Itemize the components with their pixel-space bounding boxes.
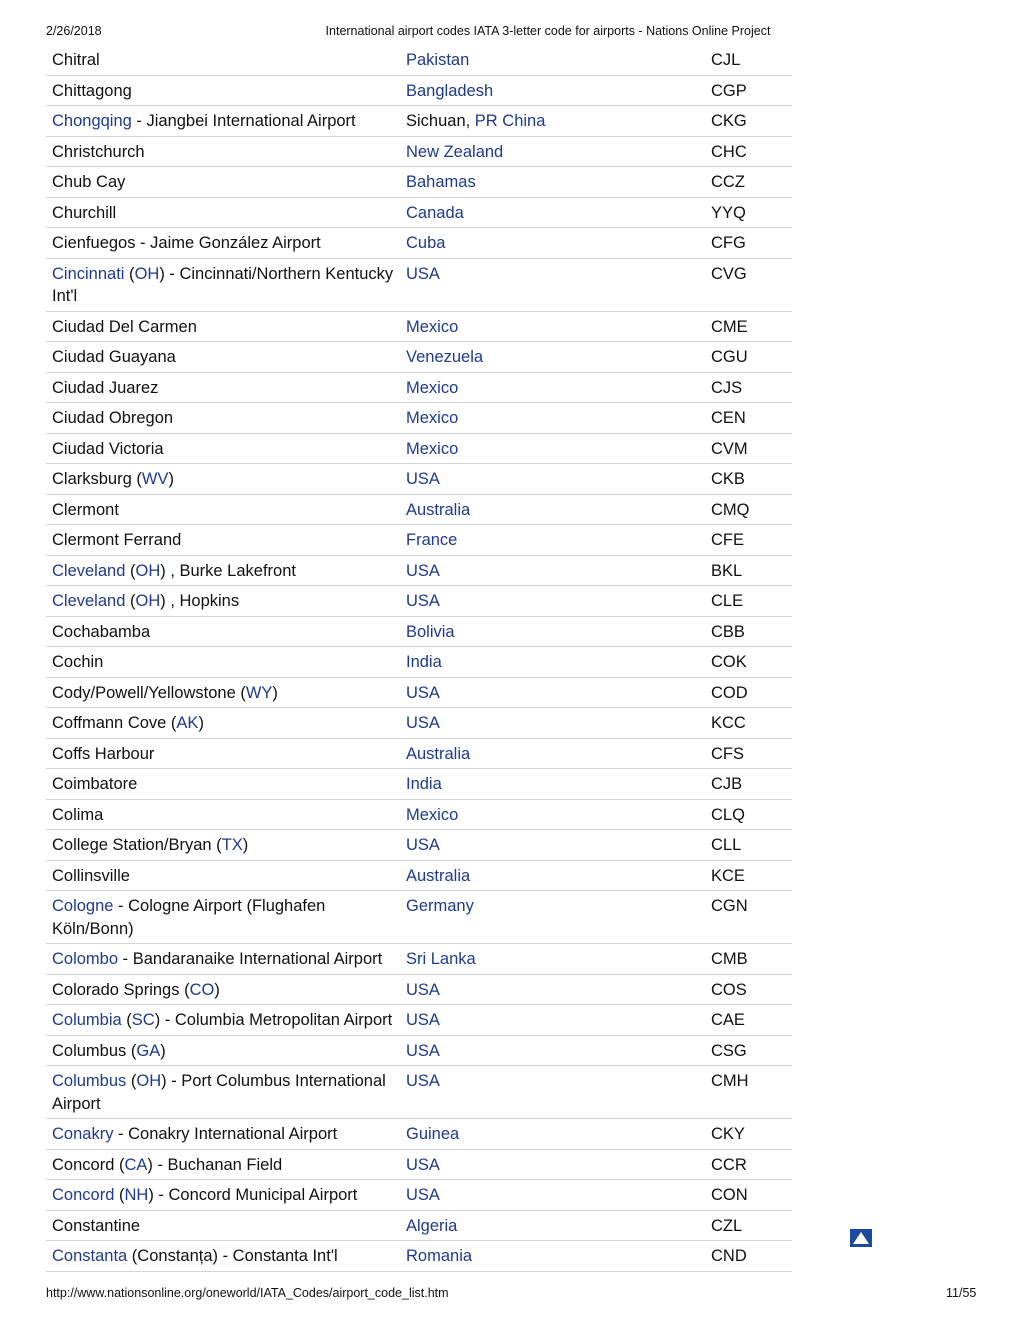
city-cell-text: Constantine xyxy=(52,1216,141,1235)
iata-code-cell: CSG xyxy=(705,1035,792,1066)
table-row xyxy=(46,372,792,403)
table-row xyxy=(46,830,792,861)
iata-code-cell: CVG xyxy=(705,258,792,311)
country-cell-link[interactable]: Bangladesh xyxy=(406,81,494,100)
page-url: http://www.nationsonline.org/oneworld/IATA_Codes/airport_code_list.htm xyxy=(46,1286,449,1300)
country-cell-link[interactable]: USA xyxy=(406,264,440,283)
table-row xyxy=(46,1119,792,1150)
city-cell xyxy=(46,136,400,167)
country-cell xyxy=(400,197,705,228)
city-cell-text: Columbus ( xyxy=(52,1041,137,1060)
iata-code-cell: CMQ xyxy=(705,494,792,525)
table-row xyxy=(46,738,792,769)
table-row xyxy=(46,1149,792,1180)
city-cell-text: ) - Concord Municipal Airport xyxy=(148,1186,358,1204)
iata-code-cell: CND xyxy=(705,1241,792,1272)
country-cell-link[interactable]: Algeria xyxy=(406,1216,458,1235)
city-cell-text: Collinsville xyxy=(52,866,130,885)
country-cell-link[interactable]: USA xyxy=(406,714,440,732)
country-cell-link[interactable]: USA xyxy=(406,1041,440,1060)
city-cell-text: - Conakry International Airport xyxy=(113,1125,338,1143)
city-cell xyxy=(46,1241,400,1272)
country-cell-link[interactable]: USA xyxy=(406,836,440,854)
country-cell xyxy=(400,1119,705,1150)
country-cell-link[interactable]: Germany xyxy=(406,897,474,915)
iata-code-cell: CLL xyxy=(705,830,792,861)
city-cell-link[interactable]: NH xyxy=(124,1186,149,1204)
city-cell xyxy=(46,1035,400,1066)
table-row xyxy=(46,311,792,342)
country-cell xyxy=(400,228,705,259)
iata-code-cell: BKL xyxy=(705,555,792,586)
table-row xyxy=(46,45,792,75)
country-cell xyxy=(400,1180,705,1211)
city-cell-text: ) - Columbia Metropolitan Airport xyxy=(154,1011,393,1029)
iata-code-cell: KCE xyxy=(705,860,792,891)
page-title: International airport codes IATA 3-letter code for airports - Nations Online Project xyxy=(325,24,771,38)
iata-code-cell: CAE xyxy=(705,1005,792,1036)
country-cell xyxy=(400,525,705,556)
iata-code-cell: CEN xyxy=(705,403,792,434)
city-cell-link[interactable]: CA xyxy=(124,1155,148,1174)
city-cell-text: Ciudad Guayana xyxy=(52,348,176,366)
country-cell-link[interactable]: Mexico xyxy=(406,409,459,427)
city-cell xyxy=(46,891,400,944)
city-cell-text: (Constanța) - Constanta Int'l xyxy=(127,1247,338,1265)
city-cell-text: - Bandaranaike International Airport xyxy=(118,950,383,968)
country-cell xyxy=(400,860,705,891)
city-cell-text: ( xyxy=(124,264,135,283)
city-cell-link[interactable]: OH xyxy=(134,264,160,283)
country-cell xyxy=(400,342,705,373)
print-footer xyxy=(0,1286,1024,1302)
table-row xyxy=(46,433,792,464)
iata-code-cell: CKB xyxy=(705,464,792,495)
iata-code-cell: COS xyxy=(705,974,792,1005)
city-cell-text: ) , Hopkins xyxy=(160,592,240,610)
print-header xyxy=(0,24,1024,40)
country-cell xyxy=(400,1241,705,1272)
iata-code-cell: CKY xyxy=(705,1119,792,1150)
iata-code-cell: CGU xyxy=(705,342,792,373)
iata-code-cell: CCZ xyxy=(705,167,792,198)
country-cell-link[interactable]: India xyxy=(406,653,442,671)
iata-code-cell: CBB xyxy=(705,616,792,647)
city-cell-text: Ciudad Victoria xyxy=(52,439,164,458)
city-cell-text: Coimbatore xyxy=(52,775,138,793)
city-cell-link[interactable]: Constanta xyxy=(52,1247,128,1265)
iata-code-cell: CZL xyxy=(705,1210,792,1241)
city-cell-text: ) xyxy=(198,714,204,732)
city-cell-text: ) xyxy=(272,683,278,702)
city-cell-link[interactable]: OH xyxy=(135,561,161,580)
city-cell-text: ) - Buchanan Field xyxy=(147,1155,283,1174)
country-cell xyxy=(400,258,705,311)
city-cell-text: Cochabamba xyxy=(52,622,151,641)
country-cell-link[interactable]: India xyxy=(406,775,442,793)
country-cell xyxy=(400,1149,705,1180)
city-cell xyxy=(46,45,400,75)
back-to-top-button[interactable] xyxy=(850,1229,872,1247)
city-cell-text: ) - Port Columbus International Airport xyxy=(52,1072,386,1113)
city-cell xyxy=(46,860,400,891)
city-cell-text: ) xyxy=(168,470,174,488)
city-cell-text: Cienfuegos - Jaime González Airport xyxy=(52,234,321,252)
city-cell-text: Coffs Harbour xyxy=(52,744,155,763)
table-row xyxy=(46,586,792,617)
country-cell xyxy=(400,311,705,342)
city-cell-text: Clarksburg ( xyxy=(52,470,142,488)
country-cell-link[interactable]: Australia xyxy=(406,500,471,519)
iata-code-cell: COK xyxy=(705,647,792,678)
country-cell-link[interactable]: USA xyxy=(406,683,440,702)
table-row xyxy=(46,403,792,434)
country-cell-link[interactable]: PR China xyxy=(474,112,546,130)
table-row xyxy=(46,1066,792,1119)
country-cell-link[interactable]: Romania xyxy=(406,1247,473,1265)
country-cell xyxy=(400,555,705,586)
iata-code-cell: YYQ xyxy=(705,197,792,228)
country-cell xyxy=(400,708,705,739)
city-cell-text: ( xyxy=(121,1011,132,1029)
city-cell-text: Cody/Powell/Yellowstone ( xyxy=(52,683,246,702)
table-row xyxy=(46,974,792,1005)
country-cell-link[interactable]: Cuba xyxy=(406,234,446,252)
iata-code-cell: CLE xyxy=(705,586,792,617)
country-cell-link[interactable]: USA xyxy=(406,1155,440,1174)
country-cell-link[interactable]: Pakistan xyxy=(406,51,470,69)
city-cell xyxy=(46,616,400,647)
iata-code-cell: CCR xyxy=(705,1149,792,1180)
iata-code-cell: CFE xyxy=(705,525,792,556)
country-cell xyxy=(400,372,705,403)
country-cell xyxy=(400,769,705,800)
country-cell xyxy=(400,403,705,434)
iata-code-cell: CKG xyxy=(705,106,792,137)
table-row xyxy=(46,1241,792,1272)
country-cell-link[interactable]: Bolivia xyxy=(406,622,455,641)
city-cell xyxy=(46,342,400,373)
table-row xyxy=(46,708,792,739)
city-cell-link[interactable]: Cleveland xyxy=(52,561,126,580)
city-cell-text: Ciudad Juarez xyxy=(52,378,159,397)
city-cell xyxy=(46,525,400,556)
city-cell xyxy=(46,106,400,137)
country-cell xyxy=(400,106,705,137)
country-cell xyxy=(400,738,705,769)
city-cell-text: Concord ( xyxy=(52,1155,125,1174)
city-cell-text: Churchill xyxy=(52,203,117,222)
city-cell-text: ( xyxy=(125,592,136,610)
city-cell xyxy=(46,372,400,403)
city-cell-link[interactable]: GA xyxy=(136,1041,161,1060)
country-cell-link[interactable]: USA xyxy=(406,1011,440,1029)
city-cell xyxy=(46,1149,400,1180)
table-row xyxy=(46,525,792,556)
table-row xyxy=(46,136,792,167)
country-cell xyxy=(400,1005,705,1036)
table-row xyxy=(46,75,792,106)
city-cell xyxy=(46,433,400,464)
city-cell-text: - Jiangbei International Airport xyxy=(131,112,356,130)
city-cell-text: ( xyxy=(125,561,136,580)
table-row xyxy=(46,167,792,198)
city-cell-link[interactable]: Cleveland xyxy=(52,592,126,610)
city-cell-link[interactable]: TX xyxy=(221,836,243,854)
table-row xyxy=(46,769,792,800)
table-row xyxy=(46,647,792,678)
page-number: 11/55 xyxy=(946,1286,977,1300)
country-cell-link[interactable]: Australia xyxy=(406,744,471,763)
city-cell xyxy=(46,403,400,434)
iata-code-cell: CFS xyxy=(705,738,792,769)
table-row xyxy=(46,616,792,647)
country-cell-text: Sichuan, xyxy=(406,112,475,130)
city-cell-link[interactable]: OH xyxy=(135,592,161,610)
city-cell-link[interactable]: WY xyxy=(245,683,273,702)
city-cell xyxy=(46,799,400,830)
iata-code-cell: CVM xyxy=(705,433,792,464)
city-cell-link[interactable]: OH xyxy=(136,1072,162,1090)
city-cell xyxy=(46,1180,400,1211)
city-cell-text: ) xyxy=(160,1041,166,1060)
city-cell xyxy=(46,75,400,106)
country-cell-link[interactable]: Mexico xyxy=(406,439,459,458)
city-cell xyxy=(46,586,400,617)
city-cell xyxy=(46,647,400,678)
city-cell xyxy=(46,258,400,311)
iata-code-cell: COD xyxy=(705,677,792,708)
airport-codes-table xyxy=(46,45,792,1272)
city-cell-text: ( xyxy=(114,1186,125,1204)
city-cell-link[interactable]: Columbia xyxy=(52,1011,122,1029)
city-cell xyxy=(46,311,400,342)
country-cell xyxy=(400,494,705,525)
city-cell-text: Clermont xyxy=(52,500,119,519)
city-cell-text: - Cologne Airport (Flughafen Köln/Bonn) xyxy=(52,897,326,938)
country-cell-link[interactable]: Mexico xyxy=(406,317,459,336)
city-cell-link[interactable]: Concord xyxy=(52,1186,115,1204)
country-cell-link[interactable]: Venezuela xyxy=(406,348,484,366)
city-cell-text: Coffmann Cove ( xyxy=(52,714,177,732)
table-row xyxy=(46,1180,792,1211)
city-cell xyxy=(46,464,400,495)
table-row xyxy=(46,464,792,495)
country-cell xyxy=(400,891,705,944)
country-cell-link[interactable]: Mexico xyxy=(406,378,459,397)
table-row xyxy=(46,860,792,891)
iata-code-cell: CJS xyxy=(705,372,792,403)
country-cell xyxy=(400,1210,705,1241)
print-date: 2/26/2018 xyxy=(46,24,102,38)
country-cell xyxy=(400,944,705,975)
city-cell xyxy=(46,228,400,259)
city-cell-text: Cochin xyxy=(52,653,104,671)
city-cell-text: Colima xyxy=(52,805,104,824)
city-cell-link[interactable]: WV xyxy=(141,470,169,488)
city-cell-link[interactable]: AK xyxy=(176,714,199,732)
city-cell-text: College Station/Bryan ( xyxy=(52,836,222,854)
city-cell xyxy=(46,974,400,1005)
iata-code-cell: KCC xyxy=(705,708,792,739)
city-cell-text: Christchurch xyxy=(52,142,145,161)
table-row xyxy=(46,677,792,708)
country-cell xyxy=(400,586,705,617)
iata-code-cell: CON xyxy=(705,1180,792,1211)
city-cell-link[interactable]: Cologne xyxy=(52,897,114,915)
city-cell-text: Ciudad Del Carmen xyxy=(52,317,197,336)
iata-code-cell: CMH xyxy=(705,1066,792,1119)
table-row xyxy=(46,1210,792,1241)
airport-codes-body xyxy=(46,45,792,1271)
iata-code-cell: CLQ xyxy=(705,799,792,830)
city-cell-text: Chitral xyxy=(52,51,100,69)
country-cell xyxy=(400,464,705,495)
city-cell xyxy=(46,944,400,975)
iata-code-cell: CME xyxy=(705,311,792,342)
city-cell-text: Ciudad Obregon xyxy=(52,409,174,427)
country-cell xyxy=(400,1066,705,1119)
city-cell-text: Chittagong xyxy=(52,81,132,100)
table-row xyxy=(46,555,792,586)
city-cell-link[interactable]: Conakry xyxy=(52,1125,114,1143)
country-cell xyxy=(400,1035,705,1066)
iata-code-cell: CHC xyxy=(705,136,792,167)
country-cell-link[interactable]: Bahamas xyxy=(406,173,476,191)
city-cell-link[interactable]: Cincinnati xyxy=(52,264,125,283)
city-cell xyxy=(46,708,400,739)
country-cell-link[interactable]: USA xyxy=(406,470,440,488)
city-cell-text: Colorado Springs ( xyxy=(52,980,190,999)
iata-code-cell: CMB xyxy=(705,944,792,975)
city-cell xyxy=(46,1210,400,1241)
city-cell xyxy=(46,738,400,769)
table-row xyxy=(46,799,792,830)
table-row xyxy=(46,494,792,525)
city-cell xyxy=(46,1066,400,1119)
country-cell xyxy=(400,974,705,1005)
city-cell-text: Clermont Ferrand xyxy=(52,531,182,549)
city-cell-link[interactable]: Chongqing xyxy=(52,112,132,130)
country-cell-link[interactable]: USA xyxy=(406,980,440,999)
city-cell-text: Chub Cay xyxy=(52,173,126,191)
city-cell-text: ) , Burke Lakefront xyxy=(160,561,296,580)
country-cell xyxy=(400,616,705,647)
city-cell-link[interactable]: Columbus xyxy=(52,1072,127,1090)
table-row xyxy=(46,1005,792,1036)
iata-code-cell: CGP xyxy=(705,75,792,106)
country-cell-link[interactable]: Canada xyxy=(406,203,464,222)
city-cell-text: ( xyxy=(126,1072,137,1090)
city-cell xyxy=(46,1119,400,1150)
table-row xyxy=(46,891,792,944)
country-cell xyxy=(400,45,705,75)
country-cell-link[interactable]: New Zealand xyxy=(406,142,504,161)
city-cell xyxy=(46,494,400,525)
country-cell xyxy=(400,647,705,678)
city-cell xyxy=(46,167,400,198)
table-row xyxy=(46,1035,792,1066)
country-cell xyxy=(400,167,705,198)
country-cell-link[interactable]: Sri Lanka xyxy=(406,950,476,968)
iata-code-cell: CJL xyxy=(705,45,792,75)
country-cell xyxy=(400,75,705,106)
iata-code-cell: CGN xyxy=(705,891,792,944)
table-row xyxy=(46,228,792,259)
country-cell xyxy=(400,830,705,861)
country-cell-link[interactable]: USA xyxy=(406,1072,440,1090)
city-cell-text: ) - Cincinnati/Northern Kentucky Int'l xyxy=(52,264,394,305)
city-cell-link[interactable]: SC xyxy=(131,1011,155,1029)
country-cell xyxy=(400,136,705,167)
table-row xyxy=(46,258,792,311)
city-cell xyxy=(46,197,400,228)
iata-code-cell: CFG xyxy=(705,228,792,259)
city-cell xyxy=(46,769,400,800)
city-cell-text: ) xyxy=(242,836,249,854)
city-cell xyxy=(46,555,400,586)
city-cell xyxy=(46,830,400,861)
country-cell xyxy=(400,677,705,708)
country-cell-link[interactable]: Mexico xyxy=(406,805,459,824)
city-cell xyxy=(46,677,400,708)
country-cell-link[interactable]: USA xyxy=(406,1186,440,1204)
table-row xyxy=(46,342,792,373)
city-cell-link[interactable]: CO xyxy=(189,980,215,999)
country-cell xyxy=(400,433,705,464)
table-row xyxy=(46,197,792,228)
country-cell-link[interactable]: USA xyxy=(406,592,440,610)
iata-code-cell: CJB xyxy=(705,769,792,800)
country-cell xyxy=(400,799,705,830)
country-cell-link[interactable]: Australia xyxy=(406,866,471,885)
city-cell-link[interactable]: Colombo xyxy=(52,950,119,968)
city-cell-text: ) xyxy=(214,980,220,999)
country-cell-link[interactable]: Guinea xyxy=(406,1125,460,1143)
country-cell-link[interactable]: France xyxy=(406,531,458,549)
table-row xyxy=(46,106,792,137)
city-cell xyxy=(46,1005,400,1036)
country-cell-link[interactable]: USA xyxy=(406,561,440,580)
table-row xyxy=(46,944,792,975)
